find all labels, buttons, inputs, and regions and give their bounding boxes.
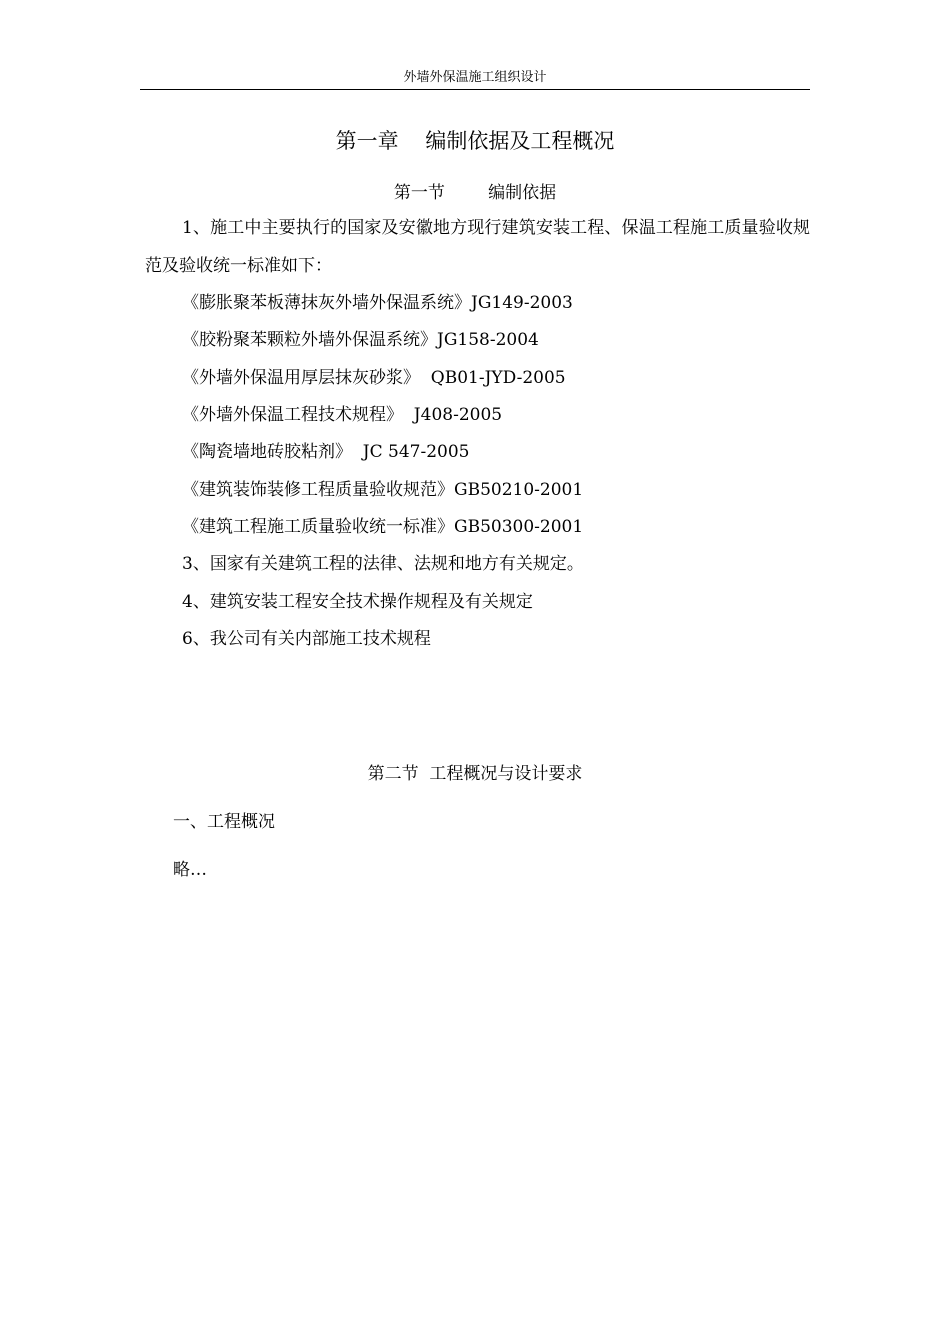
standard-item: 《胶粉聚苯颗粒外墙外保温系统》JG158-2004 [182,330,539,350]
section-title-basis: 第一节 编制依据 [393,183,557,203]
standard-item: 《建筑装饰装修工程质量验收规范》GB50210-2001 [182,480,584,500]
regulation-item: 3、国家有关建筑工程的法律、法规和地方有关规定。 [182,554,584,574]
subheading-overview: 一、工程概况 [173,812,275,832]
standard-item: 《膨胀聚苯板薄抹灰外墙外保温系统》JG149-2003 [182,293,573,313]
standard-item: 《陶瓷墙地砖胶粘剂》 JC 547-2005 [182,442,470,462]
chapter-title: 第一章 编制依据及工程概况 [335,129,615,153]
standard-item: 《外墙外保温用厚层抹灰砂浆》 QB01-JYD-2005 [182,368,566,388]
standard-item: 《建筑工程施工质量验收统一标准》GB50300-2001 [182,517,584,537]
regulation-item: 6、我公司有关内部施工技术规程 [182,629,431,649]
overview-body: 略… [173,860,207,880]
regulation-item: 4、建筑安装工程安全技术操作规程及有关规定 [182,592,533,612]
standard-item: 《外墙外保温工程技术规程》 J408-2005 [182,405,503,425]
page-header: 外墙外保温施工组织设计 [140,70,810,90]
section-title-overview: 第二节 工程概况与设计要求 [367,764,583,784]
intro-paragraph: 1、施工中主要执行的国家及安徽地方现行建筑安装工程、保温工程施工质量验收规范及验收统一标准如下： [145,218,810,276]
